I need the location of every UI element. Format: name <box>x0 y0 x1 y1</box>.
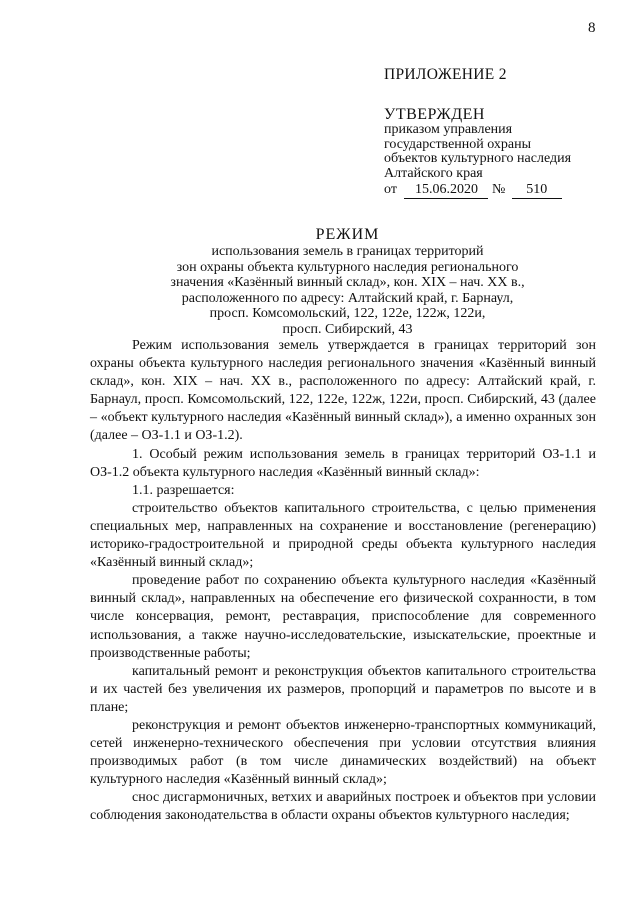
body-paragraph: Режим использования земель утверждается в границах территорий зон охраны объекта культурного наследия регионального значения «Казённый винный склад», кон. XIX – нач. XX в., расположенного по адресу: Алтайский край, г. Барнаул, просп. Комсомольский, 122, 122е, 122ж, 122и, просп. Сибирский, 43 (далее – «объект культурного наследия «Казённый винный склад»), а именно охранных зон (далее – ОЗ-1.1 и ОЗ-1.2). <box>90 338 596 444</box>
appendix-label: ПРИЛОЖЕНИЕ 2 <box>384 66 507 83</box>
order-number: 510 <box>512 181 562 199</box>
order-line <box>384 181 624 199</box>
order-prefix: от <box>384 182 397 197</box>
approval-line: государственной охраны <box>384 136 532 152</box>
title-line: расположенного по адресу: Алтайский край, г. Барнаул, <box>181 290 514 306</box>
approval-line: приказом управления <box>384 122 513 137</box>
approval-line: Алтайского края <box>384 165 483 181</box>
body-paragraph: капитальный ремонт и реконструкция объектов капитального строительства и их частей без увеличения их размеров, пропорций и параметров по высоте и в плане; <box>90 663 596 715</box>
approval-line: объектов культурного наследия <box>384 151 572 166</box>
title-line: просп. Сибирский, 43 <box>282 321 413 337</box>
order-number-sign: № <box>491 182 506 197</box>
approval-block <box>384 66 624 199</box>
document-title: РЕЖИМ <box>315 226 380 243</box>
body-paragraph: снос дисгармоничных, ветхих и аварийных построек и объектов при условии соблюдения законодательства в области охраны объектов культурного наследия; <box>90 790 596 824</box>
title-line: использования земель в границах территорий <box>211 244 484 259</box>
document-body <box>90 337 596 826</box>
approved-label: УТВЕРЖДЕН <box>384 106 485 123</box>
title-line: значения «Казённый винный склад», кон. XIX – нач. XX в., <box>170 275 525 291</box>
body-paragraph: реконструкция и ремонт объектов инженерно-транспортных коммуникаций, сетей инженерно-технического обеспечения при условии отсутствия влияния производимых работ (в том числе динамических воздействий) на объект культурного наследия «Казённый винный склад»; <box>90 717 596 788</box>
body-paragraph: 1. Особый режим использования земель в границах территорий ОЗ-1.1 и ОЗ-1.2 объекта культурного наследия «Казённый винный склад»: <box>90 446 596 480</box>
document-title-block <box>60 226 635 338</box>
page-number: 8 <box>588 20 596 36</box>
body-paragraph: 1.1. разрешается: <box>132 482 235 498</box>
order-date: 15.06.2020 <box>404 181 488 199</box>
title-line: зон охраны объекта культурного наследия регионального <box>176 259 519 275</box>
body-paragraph: строительство объектов капитального строительства, с целью применения специальных мер, направленных на сохранение и восстановление (регенерацию) историко-градостроительной и природной среды объекта культурного наследия «Казённый винный склад»; <box>90 500 596 571</box>
body-paragraph: проведение работ по сохранению объекта культурного наследия «Казённый винный склад», направленных на обеспечение его физической сохранности, в том числе консервация, ремонт, реставрация, приспособление для современного использования, а также научно-исследовательские, изыскательские, проектные и производственные работы; <box>90 573 596 661</box>
title-line: просп. Комсомольский, 122, 122е, 122ж, 122и, <box>209 306 486 322</box>
